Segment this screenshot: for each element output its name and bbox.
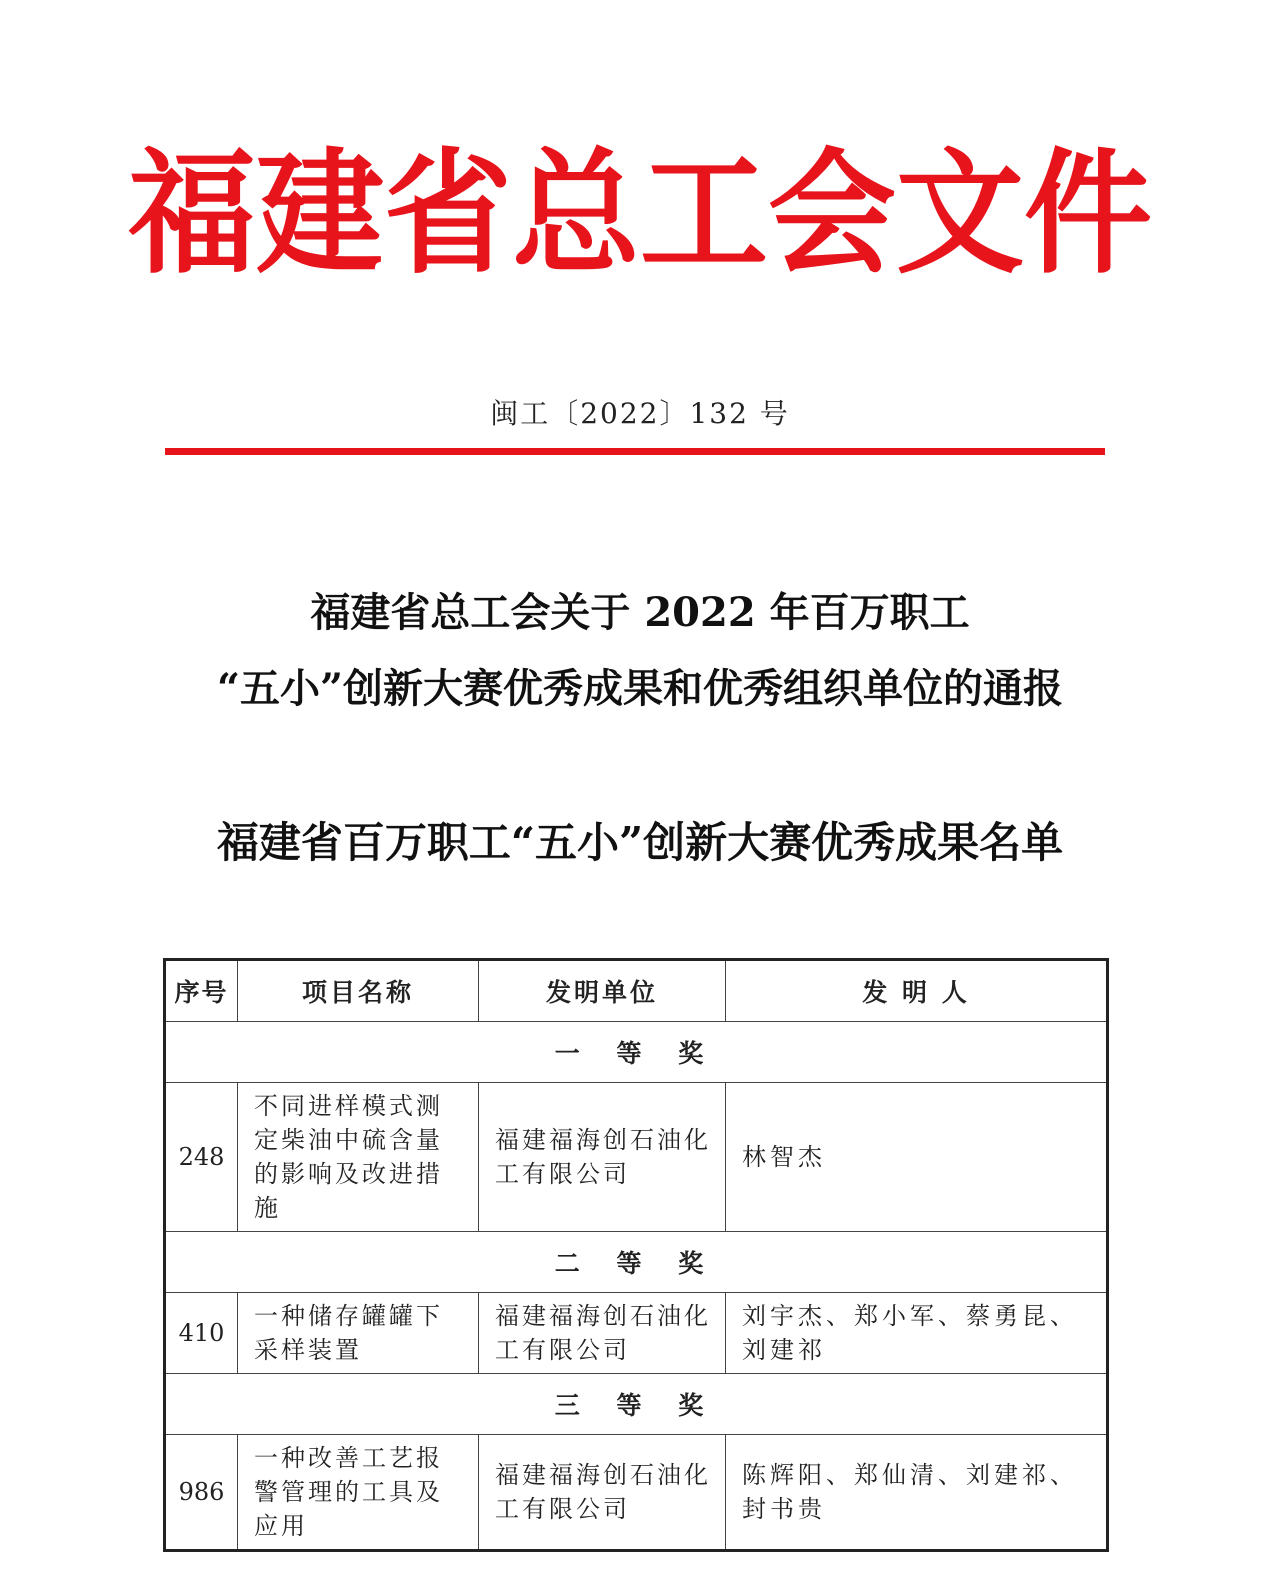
row-inventors: 林智杰 [726,1083,1108,1232]
row-project: 不同进样模式测定柴油中硫含量的影响及改进措施 [238,1083,479,1232]
row-seq: 248 [165,1083,238,1232]
column-header-unit: 发明单位 [479,960,726,1022]
table-row [165,1435,1108,1551]
document-number: 闽工〔2022〕132 号 [490,397,790,430]
row-seq: 986 [165,1435,238,1551]
grade-row-second [165,1232,1108,1293]
row-project: 一种改善工艺报警管理的工具及应用 [238,1435,479,1551]
notice-title-line-2: “五小”创新大赛优秀成果和优秀组织单位的通报 [216,665,1063,712]
row-inventors: 陈辉阳、郑仙清、刘建祁、封书贵 [726,1435,1108,1551]
column-header-inventors: 发 明 人 [726,960,1108,1022]
notice-title [0,575,1280,727]
row-project: 一种储存罐罐下采样装置 [238,1293,479,1374]
row-seq: 410 [165,1293,238,1374]
grade-label: 一 等 奖 [165,1022,1108,1083]
row-inventors: 刘宇杰、郑小军、蔡勇昆、刘建祁 [726,1293,1108,1374]
row-unit: 福建福海创石油化工有限公司 [479,1293,726,1374]
row-unit: 福建福海创石油化工有限公司 [479,1435,726,1551]
grade-row-third [165,1374,1108,1435]
table-row [165,1083,1108,1232]
document-header-title: 福建省总工会文件 [127,136,1152,293]
grade-label: 三 等 奖 [165,1374,1108,1435]
list-title: 福建省百万职工“五小”创新大赛优秀成果名单 [216,818,1064,867]
grade-label: 二 等 奖 [165,1232,1108,1293]
table-header-row [165,960,1108,1022]
red-divider-line [165,448,1105,455]
table-row [165,1293,1108,1374]
column-header-seq: 序号 [165,960,238,1022]
column-header-project: 项目名称 [238,960,479,1022]
notice-title-line-1: 福建省总工会关于 2022 年百万职工 [310,589,970,636]
awards-table [163,958,1109,1552]
grade-row-first [165,1022,1108,1083]
row-unit: 福建福海创石油化工有限公司 [479,1083,726,1232]
